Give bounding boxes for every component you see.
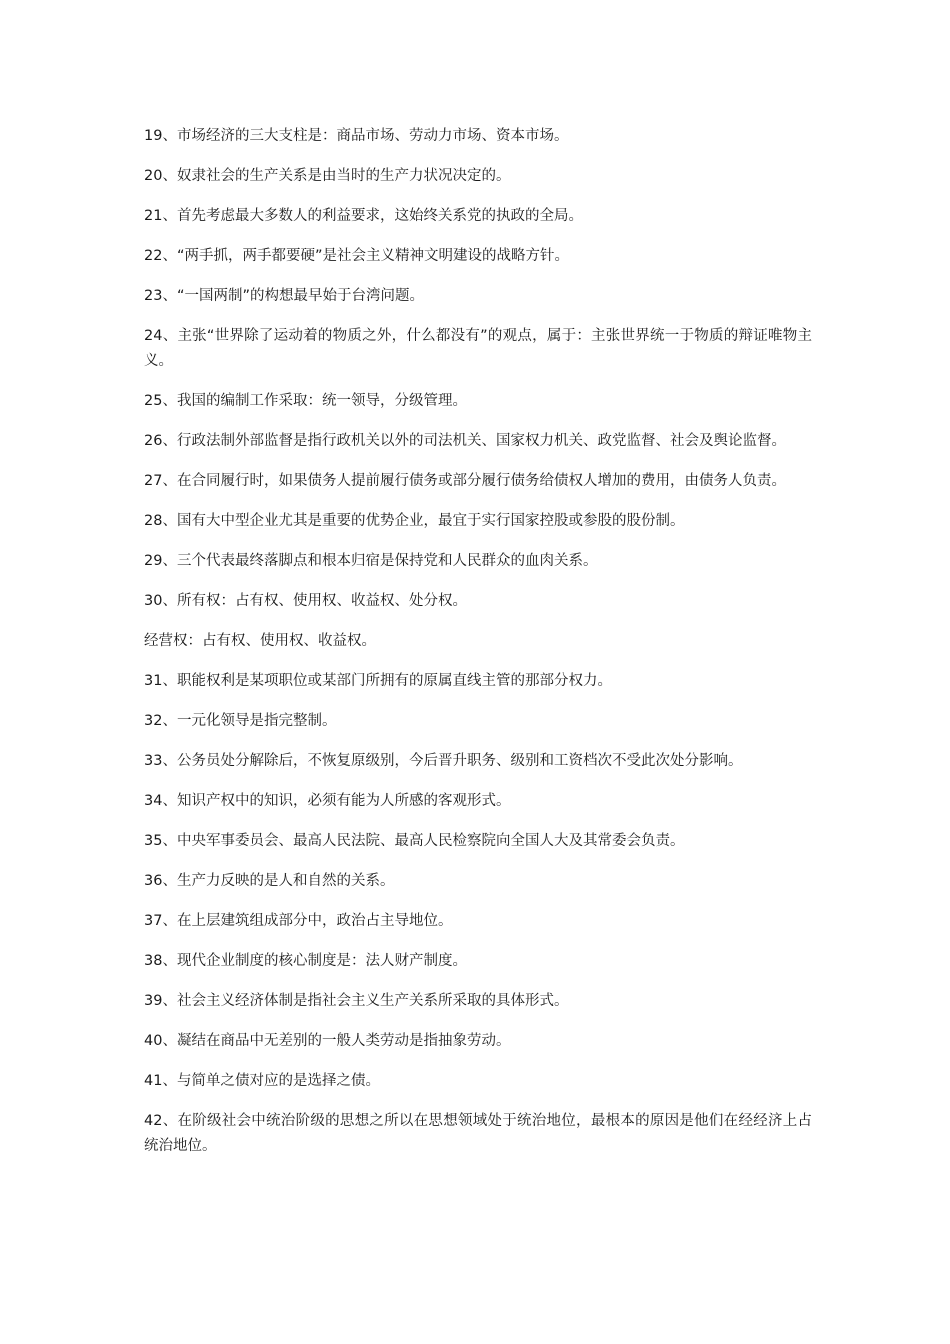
paragraph-22: 22、“两手抓，两手都要硬”是社会主义精神文明建设的战略方针。 [144,248,569,264]
paragraph-38: 38、现代企业制度的核心制度是：法人财产制度。 [144,953,467,969]
document-body [144,124,812,1174]
paragraph-19: 19、市场经济的三大支柱是：商品市场、劳动力市场、资本市场。 [144,128,569,144]
paragraph-30-continued: 经营权：占有权、使用权、收益权。 [144,633,376,649]
paragraph-28: 28、国有大中型企业尤其是重要的优势企业，最宜于实行国家控股或参股的股份制。 [144,513,685,529]
paragraph-41: 41、与简单之债对应的是选择之债。 [144,1073,380,1089]
paragraph-37: 37、在上层建筑组成部分中，政治占主导地位。 [144,913,453,929]
paragraph-35: 35、中央军事委员会、最高人民法院、最高人民检察院向全国人大及其常委会负责。 [144,833,685,849]
paragraph-25: 25、我国的编制工作采取：统一领导，分级管理。 [144,393,467,409]
paragraph-29: 29、三个代表最终落脚点和根本归宿是保持党和人民群众的血肉关系。 [144,553,598,569]
paragraph-40: 40、凝结在商品中无差别的一般人类劳动是指抽象劳动。 [144,1033,511,1049]
paragraph-33: 33、公务员处分解除后，不恢复原级别，今后晋升职务、级别和工资档次不受此次处分影响。 [144,753,743,769]
paragraph-20: 20、奴隶社会的生产关系是由当时的生产力状况决定的。 [144,168,511,184]
paragraph-26: 26、行政法制外部监督是指行政机关以外的司法机关、国家权力机关、政党监督、社会及舆论监督。 [144,433,786,449]
paragraph-31: 31、职能权利是某项职位或某部门所拥有的原属直线主管的那部分权力。 [144,673,612,689]
paragraph-42: 42、在阶级社会中统治阶级的思想之所以在思想领域处于统治地位，最根本的原因是他们在经经济上占统治地位。 [144,1113,812,1154]
paragraph-32: 32、一元化领导是指完整制。 [144,713,337,729]
paragraph-30: 30、所有权：占有权、使用权、收益权、处分权。 [144,593,467,609]
paragraph-34: 34、知识产权中的知识，必须有能为人所感的客观形式。 [144,793,511,809]
paragraph-24: 24、主张“世界除了运动着的物质之外，什么都没有”的观点，属于：主张世界统一于物质的辩证唯物主义。 [144,328,812,369]
paragraph-36: 36、生产力反映的是人和自然的关系。 [144,873,395,889]
paragraph-39: 39、社会主义经济体制是指社会主义生产关系所采取的具体形式。 [144,993,569,1009]
paragraph-21: 21、首先考虑最大多数人的利益要求，这始终关系党的执政的全局。 [144,208,583,224]
paragraph-27: 27、在合同履行时，如果债务人提前履行债务或部分履行债务给债权人增加的费用，由债务人负责。 [144,473,786,489]
paragraph-23: 23、“一国两制”的构想最早始于台湾问题。 [144,288,424,304]
